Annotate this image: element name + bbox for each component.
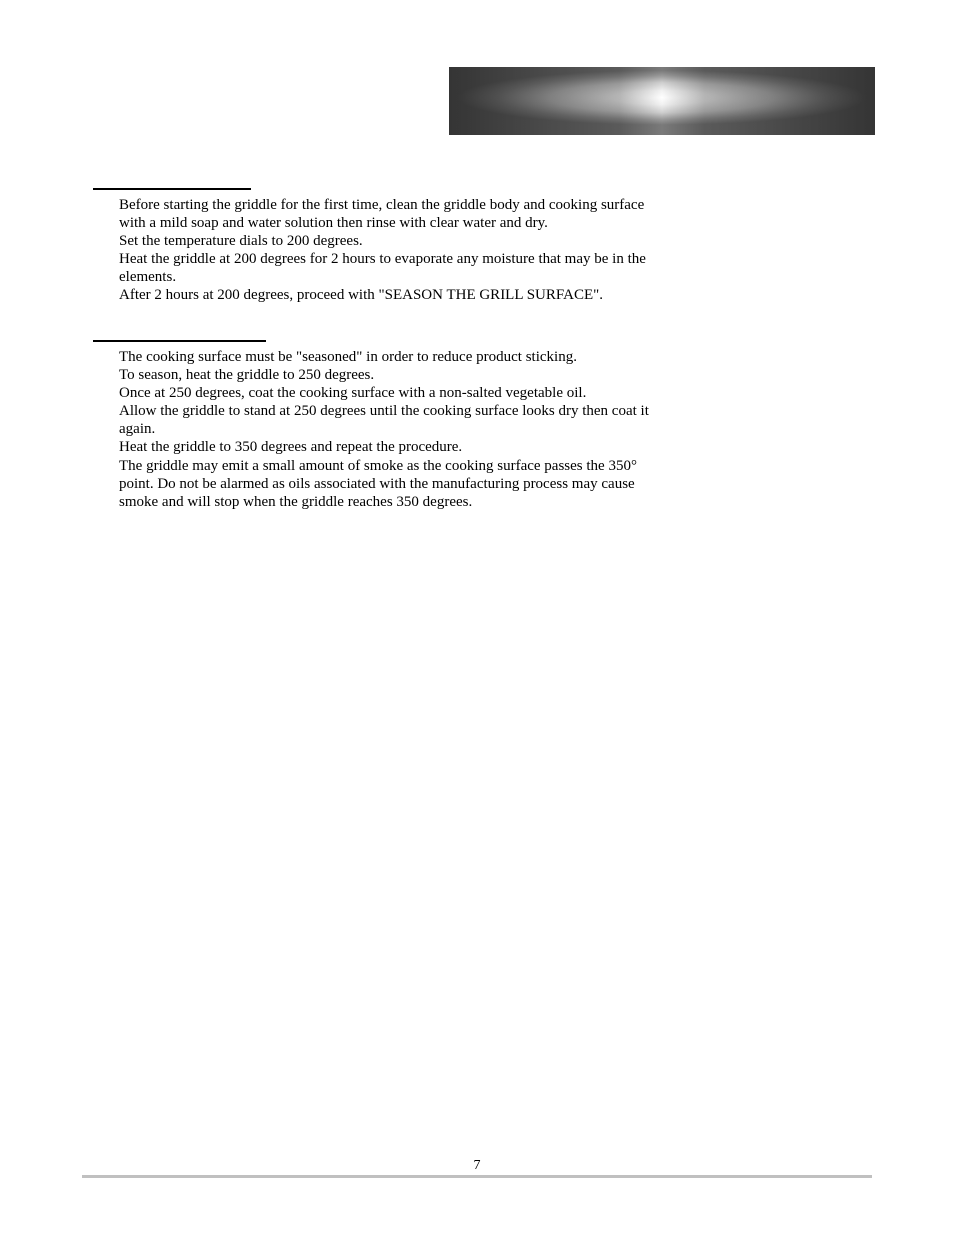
section-1-line-2: Set the temperature dials to 200 degrees. (119, 233, 363, 250)
section-2-body (119, 348, 659, 511)
section-2-line-5: Heat the griddle to 350 degrees and repeat the procedure. (119, 439, 463, 456)
section-1-line-4: After 2 hours at 200 degrees, proceed with "SEASON THE GRILL SURFACE". (119, 287, 603, 304)
section-2-line-3: Once at 250 degrees, coat the cooking surface with a non-salted vegetable oil. (119, 385, 587, 402)
header-banner (449, 67, 875, 135)
section-2-line-1: The cooking surface must be "seasoned" in order to reduce product sticking. (119, 349, 577, 365)
section-2-heading-rule (93, 340, 266, 342)
footer-rule (82, 1175, 872, 1178)
section-1-heading-rule (93, 188, 251, 190)
section-1-body (119, 196, 659, 305)
section-2-line-4: Allow the griddle to stand at 250 degrees until the cooking surface looks dry then coat it again. (119, 403, 649, 438)
section-1-line-3: Heat the griddle at 200 degrees for 2 hours to evaporate any moisture that may be in the elements. (119, 251, 646, 286)
section-1-line-1: Before starting the griddle for the first time, clean the griddle body and cooking surface with a mild soap and water solution then rinse with clear water and dry. (119, 197, 645, 232)
page-number: 7 (473, 1158, 481, 1173)
section-2-line-6: The griddle may emit a small amount of smoke as the cooking surface passes the 350° point. Do not be alarmed as oils associated with the manufacturing process may cause smoke and will stop when the griddle reaches 350 degrees. (119, 457, 637, 510)
section-2-line-2: To season, heat the griddle to 250 degrees. (119, 367, 375, 384)
